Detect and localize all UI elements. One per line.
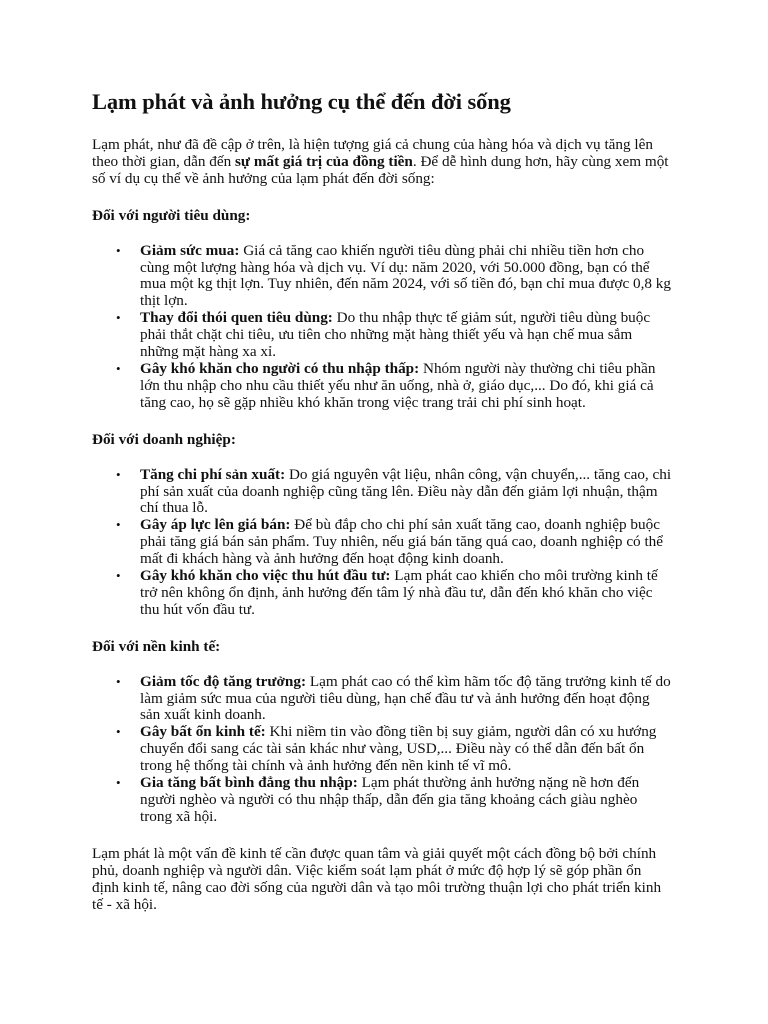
list-item	[116, 516, 672, 568]
bullet-icon: •	[116, 517, 121, 533]
item-text: Do giá nguyên vật liệu, nhân công, vận chuyển,... tăng cao, chi phí sản xuất của doanh nghiệp cũng tăng lên. Điều này dẫn đến giảm lợi nhuận, thậm chí thua lỗ.	[140, 465, 672, 517]
item-text: Khi niềm tin vào đồng tiền bị suy giảm, người dân có xu hướng chuyển đổi sang các tài sản khác như vàng, USD,... Điều này có thể dẫn đến bất ổn trong hệ thống tài chính và ảnh hưởng đến nền kinh tế vĩ mô.	[140, 723, 657, 775]
item-term: Giảm tốc độ tăng trưởng:	[140, 672, 307, 690]
item-term: Gây áp lực lên giá bán:	[140, 516, 291, 534]
list-item	[116, 465, 672, 518]
item-term: Gây khó khăn cho việc thu hút đầu tư:	[140, 567, 391, 585]
item-text: Do thu nhập thực tế giảm sút, người tiêu dùng buộc phải thắt chặt chi tiêu, ưu tiên cho những mặt hàng thiết yếu và hạn chế mua sắm những mặt hàng xa xỉ.	[140, 309, 651, 361]
item-text: Để bù đắp cho chi phí sản xuất tăng cao, doanh nghiệp buộc phải tăng giá bán sản phẩm. Tuy nhiên, nếu giá bán tăng quá cao, doanh nghiệp có thể mất đi khách hàng và ảnh hưởng đến hoạt động kinh doanh.	[140, 516, 664, 568]
closing-paragraph: Lạm phát là một vấn đề kinh tế cần được quan tâm và giải quyết một cách đồng bộ bởi chính phủ, doanh nghiệp và người dân. Việc kiểm soát lạm phát ở mức độ hợp lý sẽ góp phần ổn định kinh tế, nâng cao đời sống của người dân và tạo môi trường thuận lợi cho phát triển kinh tế - xã hội.	[92, 844, 662, 913]
bullet-icon: •	[116, 724, 121, 740]
item-text: Lạm phát thường ảnh hưởng nặng nề hơn đến người nghèo và người có thu nhập thấp, dẫn đến gia tăng khoảng cách giàu nghèo trong xã hội.	[140, 774, 640, 825]
list-item	[116, 359, 672, 412]
item-text: Giá cả tăng cao khiến người tiêu dùng phải chi nhiều tiền hơn cho cùng một lượng hàng hóa và dịch vụ. Ví dụ: năm 2020, với 50.000 đồng, bạn có thể mua một kg thịt lợn. Tuy nhiên, đến năm 2024, với số tiền đó, bạn chỉ mua được 0,8 kg thịt lợn.	[140, 241, 671, 310]
list-item	[116, 309, 672, 361]
list-item	[116, 241, 672, 311]
bullet-icon: •	[116, 775, 121, 791]
item-text: Nhóm người này thường chi tiêu phần lớn thu nhập cho nhu cầu thiết yếu như ăn uống, nhà ở, giáo dục,... Do đó, khi giá cả tăng cao, họ sẽ gặp nhiều khó khăn trong việc trang trải chi phí sinh hoạt.	[140, 359, 656, 411]
list-item	[116, 567, 672, 619]
item-term: Thay đổi thói quen tiêu dùng:	[140, 309, 333, 327]
economy-effects-list	[92, 674, 672, 826]
section-heading-economy: Đối với nền kinh tế:	[92, 637, 221, 655]
item-term: Gia tăng bất bình đẳng thu nhập:	[140, 774, 358, 792]
business-effects-list	[92, 467, 672, 619]
item-text: Lạm phát cao có thể kìm hãm tốc độ tăng trưởng kinh tế do làm giảm sức mua của người tiêu dùng, hạn chế đầu tư và ảnh hưởng đến hoạt động sản xuất kinh doanh.	[140, 672, 671, 724]
item-term: Gây khó khăn cho người có thu nhập thấp:	[140, 359, 420, 377]
page-title: Lạm phát và ảnh hưởng cụ thể đến đời sống	[92, 89, 511, 114]
list-item	[116, 774, 672, 826]
bullet-icon: •	[116, 673, 121, 689]
list-item	[116, 723, 672, 775]
consumer-effects-list	[92, 243, 672, 412]
bullet-icon: •	[116, 466, 121, 482]
item-text: Lạm phát cao khiến cho môi trường kinh tế trở nên không ổn định, ảnh hưởng đến tâm lý nhà đầu tư, dẫn đến khó khăn cho việc thu hút vốn đầu tư.	[140, 567, 658, 618]
section-heading-businesses: Đối với doanh nghiệp:	[92, 430, 236, 448]
bullet-icon: •	[116, 360, 121, 376]
bullet-icon: •	[116, 242, 121, 258]
intro-bold-phrase: sự mất giá trị của đồng tiền	[235, 152, 413, 170]
item-term: Gây bất ổn kinh tế:	[140, 723, 266, 741]
intro-text-before: Lạm phát, như đã đề cập ở trên, là hiện tượng giá cả chung của hàng hóa và dịch vụ tăng lên theo thời gian, dẫn đến	[92, 136, 653, 170]
list-item	[116, 672, 672, 725]
section-heading-consumers: Đối với người tiêu dùng:	[92, 206, 251, 224]
bullet-icon: •	[116, 568, 121, 584]
item-term: Tăng chi phí sản xuất:	[140, 465, 286, 483]
item-term: Giảm sức mua:	[140, 241, 240, 259]
bullet-icon: •	[116, 310, 121, 326]
intro-text-after: . Để dễ hình dung hơn, hãy cùng xem một số ví dụ cụ thể về ảnh hưởng của lạm phát đến đời sống:	[92, 152, 669, 187]
intro-paragraph	[92, 137, 672, 188]
